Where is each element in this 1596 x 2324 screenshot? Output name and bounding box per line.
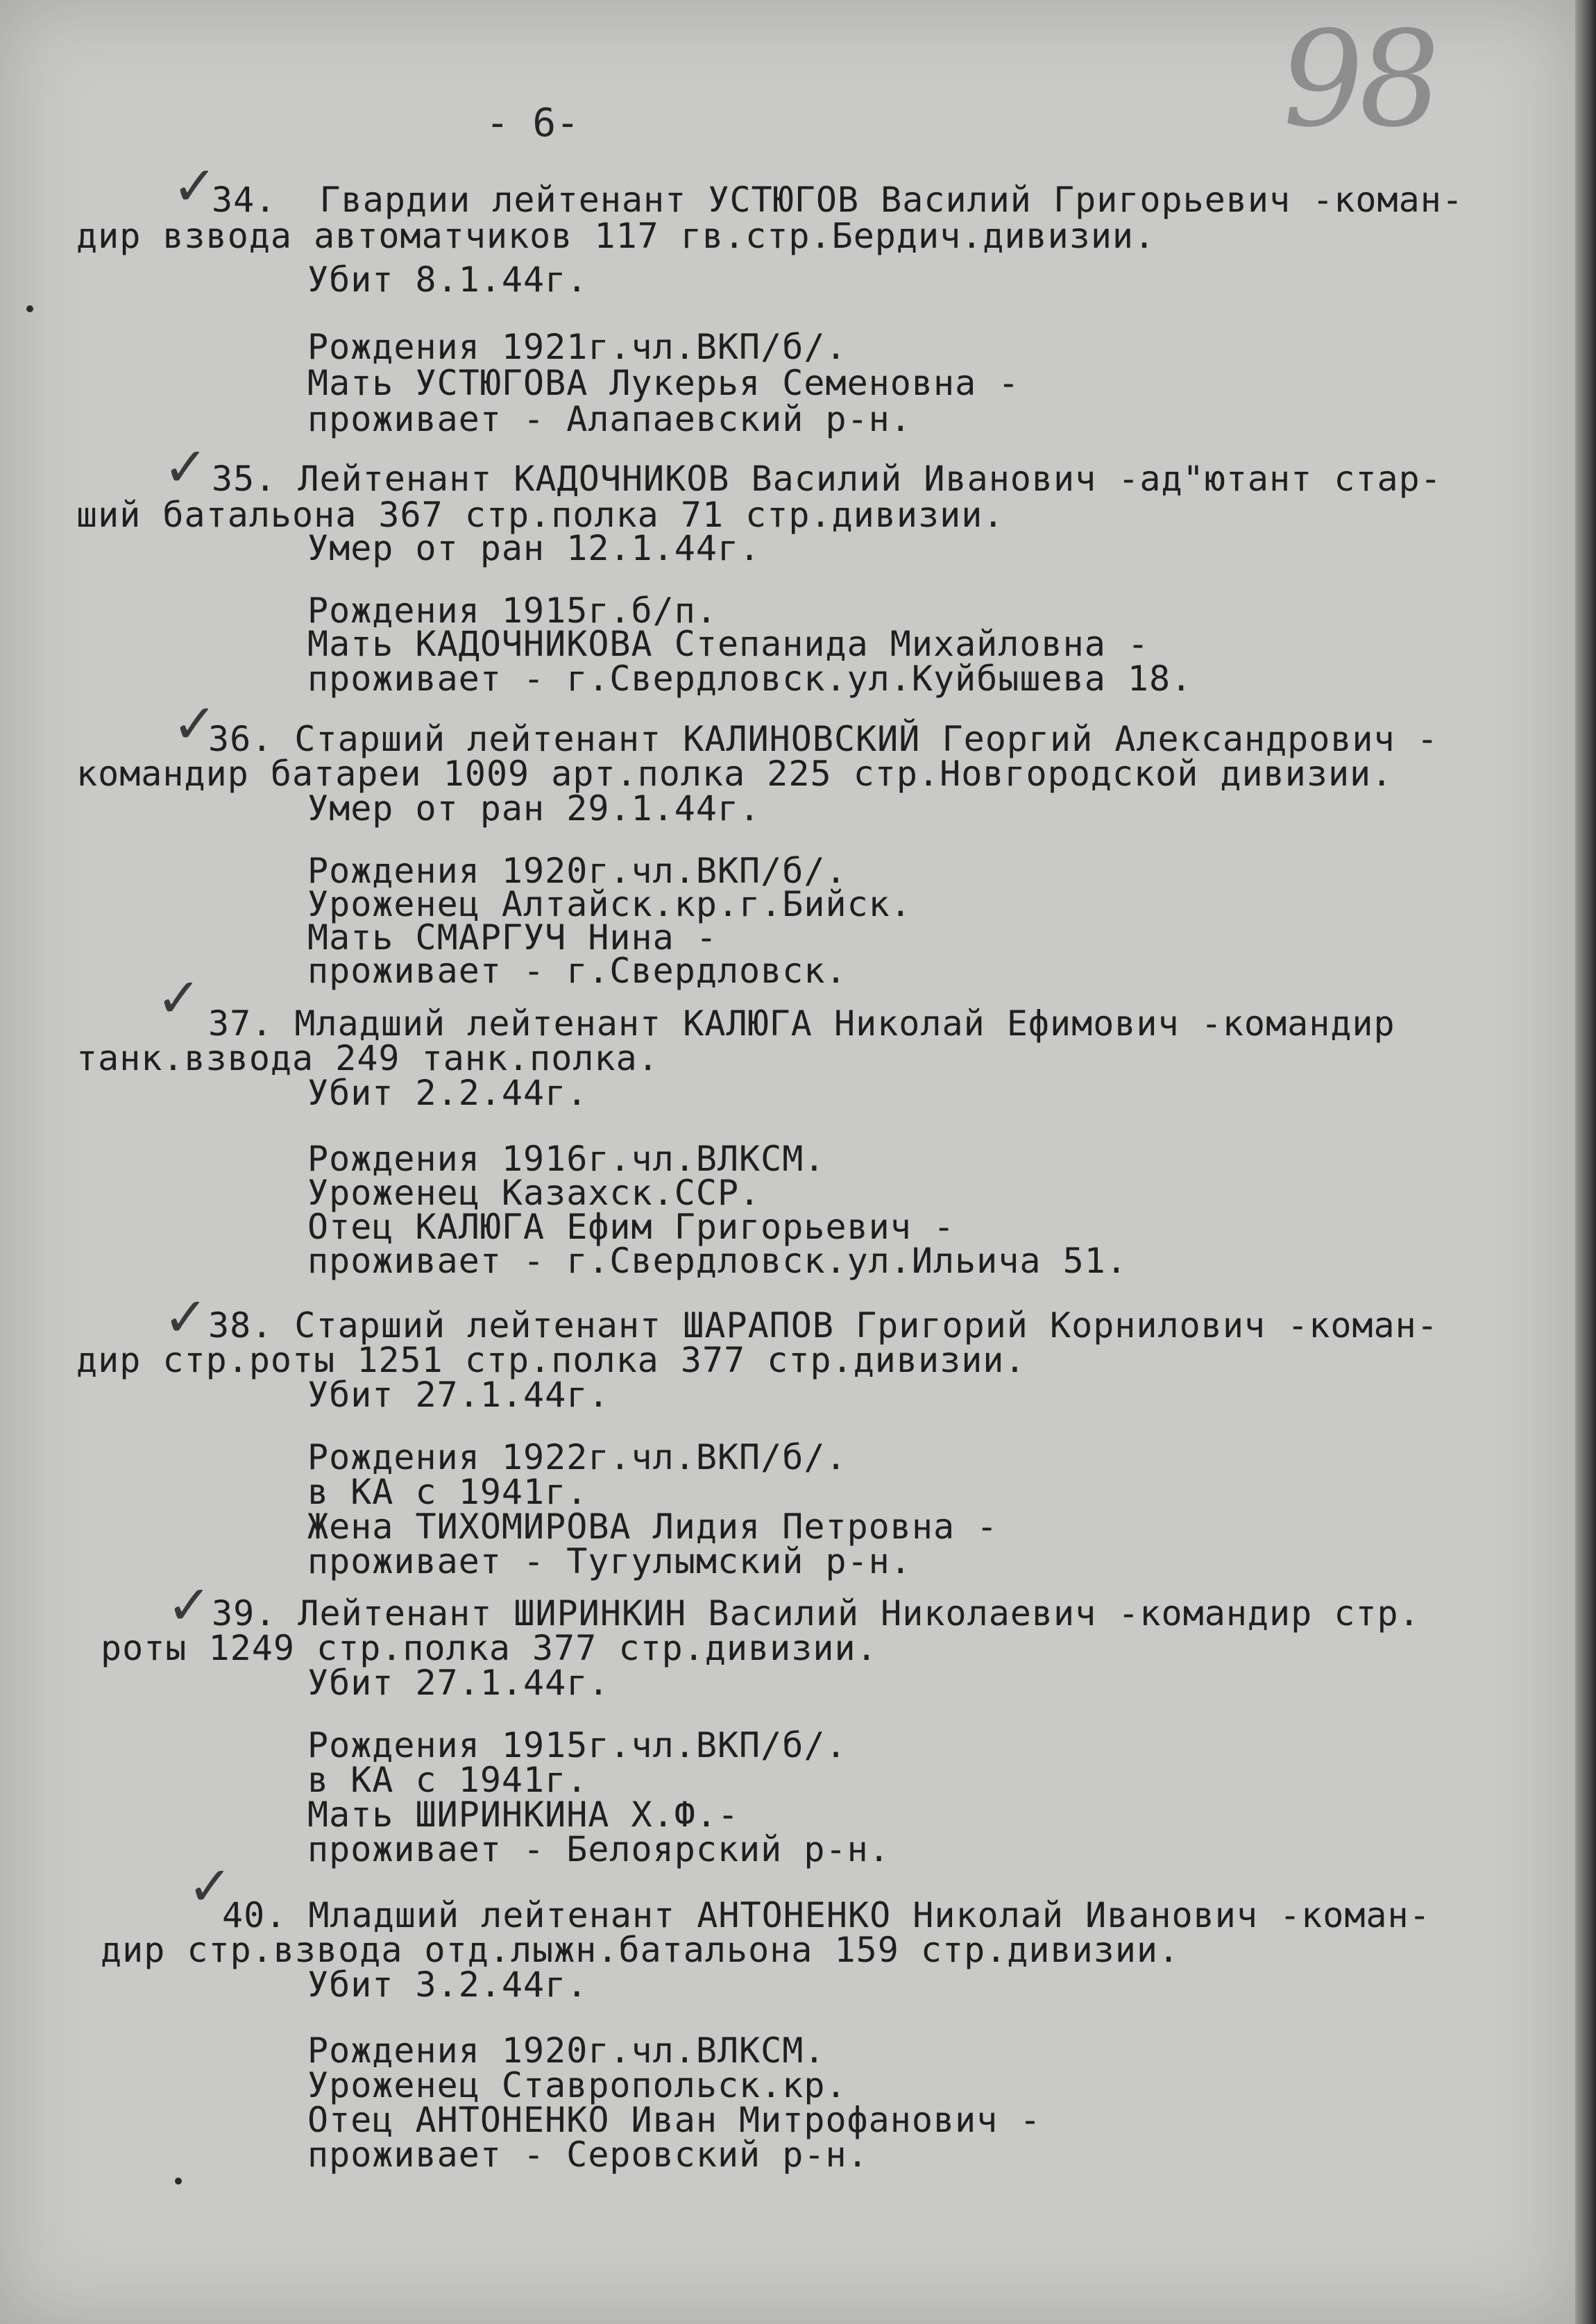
entry-residence: проживает - Белоярский р-н. (307, 1829, 890, 1869)
entry-heading: 39. Лейтенант ШИРИНКИН Василий Николаевич -командир стр. (212, 1593, 1420, 1634)
page-edge-shadow (1575, 0, 1596, 2324)
entry-relative: Отец АНТОНЕНКО Иван Митрофанович - (307, 2100, 1042, 2140)
entry-birthplace: Уроженец Казахск.ССР. (307, 1173, 761, 1213)
check-mark-icon: ✓ (187, 1856, 233, 1918)
entry-residence: проживает - Алапаевский р-н. (307, 399, 912, 439)
entry-heading: 35. Лейтенант КАДОЧНИКОВ Василий Иванович -ад"ютант стар- (212, 459, 1442, 499)
entry-death: Умер от ран 29.1.44г. (307, 788, 761, 829)
entry-heading: 37. Младший лейтенант КАЛЮГА Николай Ефимович -командир (208, 1003, 1395, 1044)
entry-birthplace: Уроженец Алтайск.кр.г.Бийск. (307, 884, 912, 924)
entry-line: роты 1249 стр.полка 377 стр.дивизии. (101, 1628, 878, 1668)
entry-death: Умер от ран 12.1.44г. (307, 528, 761, 568)
entry-relative: Мать КАДОЧНИКОВА Степанида Михайловна - (307, 624, 1149, 664)
entry-birth: Рождения 1915г.б/п. (307, 591, 718, 631)
entry-relative: Мать ШИРИНКИНА Х.Ф.- (307, 1795, 740, 1835)
entry-line: танк.взвода 249 танк.полка. (76, 1038, 659, 1078)
entry-death: Убит 3.2.44г. (307, 1965, 588, 2005)
entry-heading: 34. Гвардии лейтенант УСТЮГОВ Василий Григорьевич -коман- (212, 180, 1463, 220)
entry-birth: Рождения 1922г.чл.ВКП/б/. (307, 1437, 847, 1477)
entry-residence: проживает - г.Свердловск. (307, 951, 847, 991)
entry-service: в КА с 1941г. (307, 1472, 588, 1512)
entry-birth: Рождения 1920г.чл.ВЛКСМ. (307, 2030, 826, 2071)
entry-relative: Отец КАЛЮГА Ефим Григорьевич - (307, 1207, 956, 1247)
entry-line: дир стр.роты 1251 стр.полка 377 стр.дивизии. (76, 1340, 1026, 1380)
entry-heading: 40. Младший лейтенант АНТОНЕНКО Николай Иванович -коман- (222, 1895, 1431, 1935)
entry-relative: Мать СМАРГУЧ Нина - (307, 917, 718, 958)
entry-line: командир батареи 1009 арт.полка 225 стр.Новгородской дивизии. (76, 754, 1393, 794)
entry-residence: проживает - г.Свердловск.ул.Куйбышева 18. (307, 659, 1193, 699)
entry-line: дир взвода автоматчиков 117 гв.стр.Бердич.дивизии. (76, 216, 1156, 256)
entry-residence: проживает - г.Свердловск.ул.Ильича 51. (307, 1241, 1128, 1281)
entry-residence: проживает - Тугулымский р-н. (307, 1541, 912, 1581)
punch-mark (26, 305, 33, 312)
entry-relative: Жена ТИХОМИРОВА Лидия Петровна - (307, 1507, 999, 1547)
entry-service: в КА с 1941г. (307, 1760, 588, 1800)
entry-birth: Рождения 1915г.чл.ВКП/б/. (307, 1725, 847, 1765)
entry-relative: Мать УСТЮГОВА Лукерья Семеновна - (307, 363, 1020, 403)
punch-mark (175, 2178, 182, 2185)
check-mark-icon: ✓ (172, 155, 218, 218)
entry-line: ший батальона 367 стр.полка 71 стр.дивизии. (76, 495, 1005, 535)
entry-heading: 36. Старший лейтенант КАЛИНОВСКИЙ Георгий Александрович - (208, 719, 1438, 759)
entry-death: Убит 8.1.44г. (307, 260, 588, 300)
check-mark-icon: ✓ (163, 1287, 209, 1349)
entry-heading: 38. Старший лейтенант ШАРАПОВ Григорий Корнилович -коман- (208, 1305, 1438, 1346)
archive-page-number: 98 (1269, 3, 1445, 156)
check-mark-icon: ✓ (163, 436, 209, 499)
check-mark-icon: ✓ (172, 693, 218, 756)
entry-birth: Рождения 1921г.чл.ВКП/б/. (307, 327, 847, 367)
check-mark-icon: ✓ (167, 1575, 212, 1637)
entry-residence: проживает - Серовский р-н. (307, 2135, 869, 2175)
entry-birthplace: Уроженец Ставропольск.кр. (307, 2065, 847, 2105)
entry-death: Убит 2.2.44г. (307, 1073, 588, 1113)
entry-line: дир стр.взвода отд.лыжн.батальона 159 стр.дивизии. (101, 1930, 1180, 1970)
check-mark-icon: ✓ (156, 967, 202, 1030)
entry-birth: Рождения 1920г.чл.ВКП/б/. (307, 851, 847, 891)
entry-birth: Рождения 1916г.чл.ВЛКСМ. (307, 1139, 826, 1179)
entry-death: Убит 27.1.44г. (307, 1663, 610, 1703)
entry-death: Убит 27.1.44г. (307, 1375, 610, 1415)
page-number: - 6- (486, 101, 579, 146)
